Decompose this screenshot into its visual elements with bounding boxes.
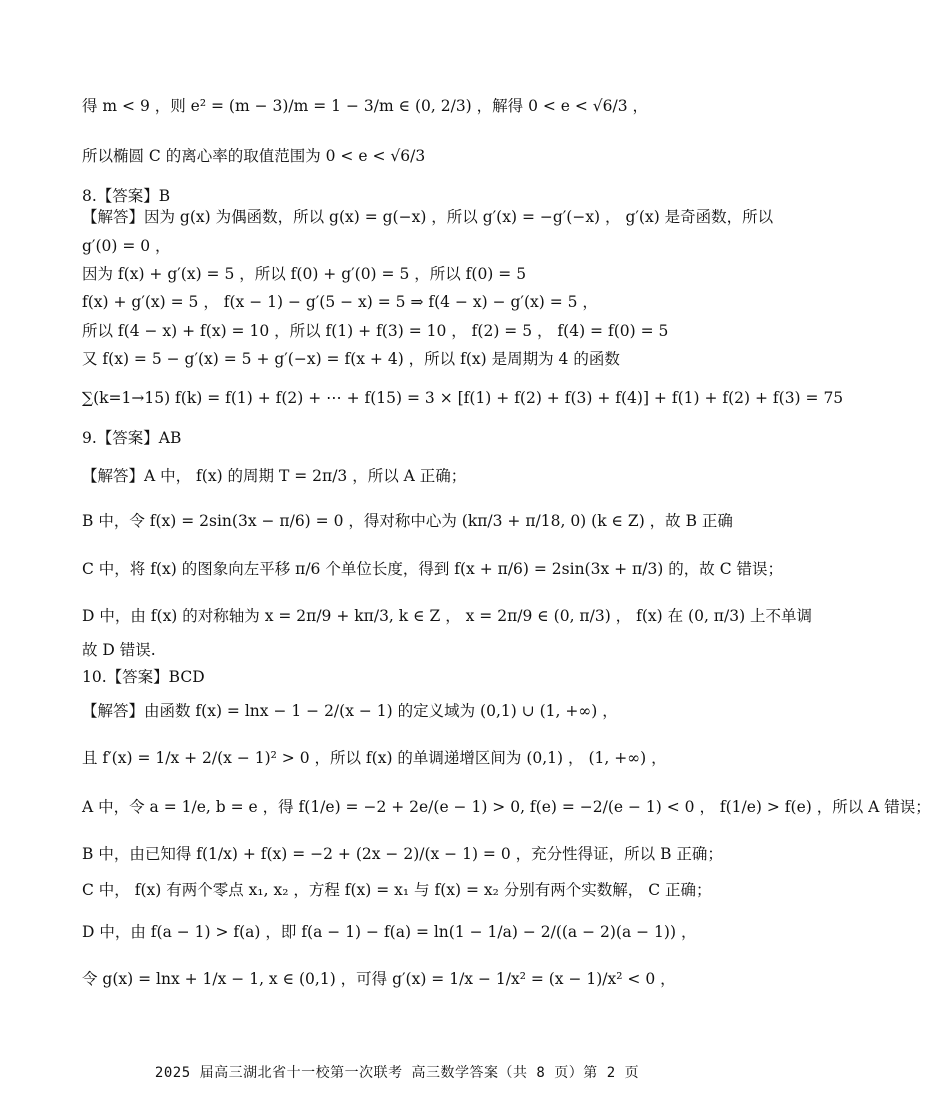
text-line: 得 m < 9 ，则 e² = (m − 3)/m = 1 − 3/m ∈ (0, 2/3) ，解得 0 < e < √6/3 ， [82, 97, 649, 115]
text-line: C 中，将 f(x) 的图象向左平移 π/6 个单位长度，得到 f(x + π/6) = 2sin(3x + π/3) 的，故 C 错误； [82, 560, 783, 578]
text-line: 【解答】A 中， f(x) 的周期 T = 2π/3 ，所以 A 正确； [82, 467, 467, 485]
question-heading: 10.【答案】BCD [82, 668, 205, 686]
text-line: g′(0) = 0 ， [82, 237, 171, 255]
text-line: A 中，令 a = 1/e, b = e ，得 f(1/e) = −2 + 2e/(e − 1) > 0, f(e) = −2/(e − 1) < 0 ， f(1/e) > f(e) ，所以 A 错误； [82, 798, 931, 816]
text-line: 【解答】因为 g(x) 为偶函数，所以 g(x) = g(−x) ，所以 g′(x) = −g′(−x) ， g′(x) 是奇函数，所以 [82, 208, 774, 226]
question-heading: 8.【答案】B [82, 187, 171, 205]
text-line: D 中，由 f(a − 1) > f(a) ，即 f(a − 1) − f(a) = ln(1 − 1/a) − 2/((a − 2)(a − 1)) ， [82, 923, 697, 941]
text-line: f(x) + g′(x) = 5 ， f(x − 1) − g′(5 − x) = 5 ⇒ f(4 − x) − g′(x) = 5 ， [82, 293, 598, 311]
text-line: 因为 f(x) + g′(x) = 5 ，所以 f(0) + g′(0) = 5 ，所以 f(0) = 5 [82, 265, 527, 283]
text-line: B 中，令 f(x) = 2sin(3x − π/6) = 0 ，得对称中心为 (kπ/3 + π/18, 0) (k ∈ Z) ，故 B 正确 [82, 512, 733, 530]
question-heading: 9.【答案】AB [82, 429, 182, 447]
text-line: D 中，由 f(x) 的对称轴为 x = 2π/9 + kπ/3, k ∈ Z ， x = 2π/9 ∈ (0, π/3) ， f(x) 在 (0, π/3) 上不单调 [82, 607, 813, 625]
text-line: 【解答】由函数 f(x) = lnx − 1 − 2/(x − 1) 的定义域为 (0,1) ∪ (1, +∞) ， [82, 702, 618, 720]
text-line: 令 g(x) = lnx + 1/x − 1, x ∈ (0,1) ，可得 g′(x) = 1/x − 1/x² = (x − 1)/x² < 0 ， [82, 970, 676, 988]
text-line: 且 f′(x) = 1/x + 2/(x − 1)² > 0 ，所以 f(x) 的单调递增区间为 (0,1) ， (1, +∞) ， [82, 749, 667, 767]
text-line: C 中， f(x) 有两个零点 x₁, x₂ ，方程 f(x) = x₁ 与 f(x) = x₂ 分别有两个实数解， C 正确； [82, 881, 712, 899]
text-line: 所以 f(4 − x) + f(x) = 10 ，所以 f(1) + f(3) = 10 ， f(2) = 5 ， f(4) = f(0) = 5 [82, 322, 669, 340]
text-line: B 中，由已知得 f(1/x) + f(x) = −2 + (2x − 2)/(x − 1) = 0 ，充分性得证，所以 B 正确； [82, 845, 723, 863]
summation-line: ∑(k=1→15) f(k) = f(1) + f(2) + ⋯ + f(15) = 3 × [f(1) + f(2) + f(3) + f(4)] + f(1) + f(2) + f(3) = 75 [82, 389, 844, 407]
text-line: 又 f(x) = 5 − g′(x) = 5 + g′(−x) = f(x + 4) ，所以 f(x) 是周期为 4 的函数 [82, 350, 620, 368]
text-line: 故 D 错误. [82, 641, 156, 659]
page-footer: 2025 届高三湖北省十一校第一次联考 高三数学答案（共 8 页）第 2 页 [154, 1065, 640, 1081]
text-line: 所以椭圆 C 的离心率的取值范围为 0 < e < √6/3 [82, 147, 426, 165]
